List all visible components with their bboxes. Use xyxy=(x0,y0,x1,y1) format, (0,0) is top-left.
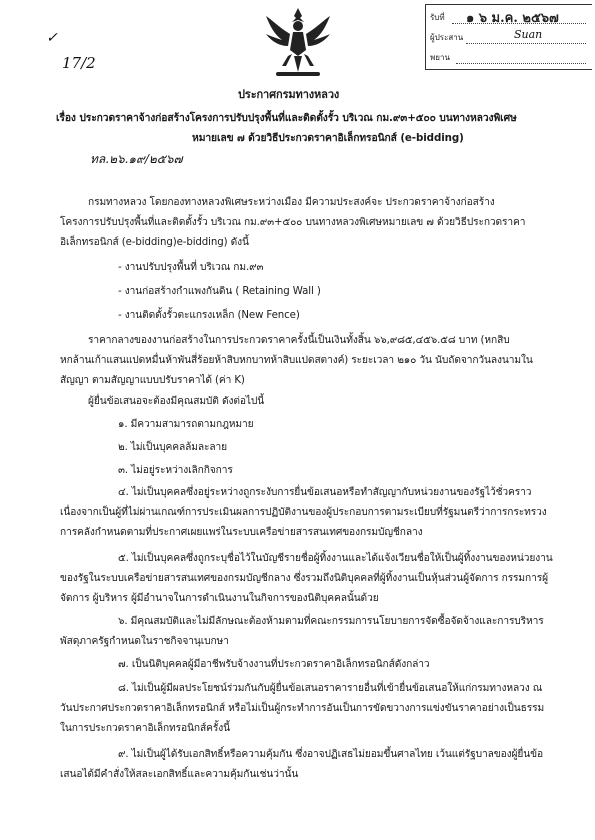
stamp-officer-signature: Suan xyxy=(514,28,543,41)
stamp-received-label: รับที่ xyxy=(430,13,445,22)
stamp-officer-label: ผู้ประสาน xyxy=(430,33,464,42)
agency-title: ประกาศกรมทางหลวง xyxy=(238,88,340,101)
qualification-5-line-2: ของรัฐในระบบเครือข่ายสารสนเทศของกรมบัญชีกลาง ซึ่งรวมถึงนิติบุคคลที่ผู้ทิ้งงานเป็นหุ้นส่วนผู้จัดการ กรรมการผู้ xyxy=(60,573,548,584)
qualification-6-line-1: ๖. มีคุณสมบัติและไม่มีลักษณะต้องห้ามตามที่คณะกรรมการนโยบายการจัดซื้อจัดจ้างและการบริหาร xyxy=(118,616,544,627)
qualification-9-line-1: ๙. ไม่เป็นผู้ได้รับเอกสิทธิ์หรือความคุ้มกัน ซึ่งอาจปฏิเสธไม่ยอมขึ้นศาลไทย เว้นแต่รัฐบาลของผู้ยื่นข้อ xyxy=(118,749,544,760)
paragraph-1-line-3: อิเล็กทรอนิกส์ (e-bidding)e-bidding) ดังนี้ xyxy=(60,237,249,248)
qualification-8-line-3: ในการประกวดราคาอิเล็กทรอนิกส์ครั้งนี้ xyxy=(60,723,230,734)
subject-line-1: เรื่อง ประกวดราคาจ้างก่อสร้างโครงการปรับปรุงพื้นที่และติดตั้งรั้ว บริเวณ กม.๙๓+๕๐๐ บนทางหลวงพิเศษ xyxy=(56,112,517,124)
qualification-3: ๓. ไม่อยู่ระหว่างเลิกกิจการ xyxy=(118,465,233,476)
receiving-stamp xyxy=(425,4,592,70)
qualification-6-line-2: พัสดุภาครัฐกำหนดในราชกิจจานุเบกษา xyxy=(60,636,229,647)
work-item-1: - งานปรับปรุงพื้นที่ บริเวณ กม.๙๓ xyxy=(118,262,264,273)
qualification-2: ๒. ไม่เป็นบุคคลล้มละลาย xyxy=(118,442,227,453)
margin-note: 17/2 xyxy=(62,54,96,72)
qualification-8-line-1: ๘. ไม่เป็นผู้มีผลประโยชน์ร่วมกันกับผู้ยื่นข้อเสนอราคารายอื่นที่เข้ายื่นข้อเสนอให้แก่กรมทางหลวง ณ xyxy=(118,683,543,694)
qualification-5-line-3: จัดการ ผู้บริหาร ผู้มีอำนาจในการดำเนินงานในกิจการของนิติบุคคลนั้นด้วย xyxy=(60,593,379,604)
qualification-9-line-2: เสนอได้มีคำสั่งให้สละเอกสิทธิ์และความคุ้มกันเช่นว่านั้น xyxy=(60,769,299,780)
paragraph-2-line-1: ราคากลางของงานก่อสร้างในการประกวดราคาครั้งนี้เป็นเงินทั้งสิ้น ๖๖,๙๘๕,๔๕๖.๕๘ บาท (หกสิบ xyxy=(88,335,510,346)
margin-check-mark: ✓ xyxy=(46,30,58,46)
work-item-3: - งานติดตั้งรั้วตะแกรงเหล็ก (New Fence) xyxy=(118,310,300,321)
qualification-8-line-2: วันประกาศประกวดราคาอิเล็กทรอนิกส์ หรือไม่เป็นผู้กระทำการอันเป็นการขัดขวางการแข่งขันราคาอย่างเป็นธรรม xyxy=(60,703,545,714)
qualification-5-line-1: ๕. ไม่เป็นบุคคลซึ่งถูกระบุชื่อไว้ในบัญชีรายชื่อผู้ทิ้งงานและได้แจ้งเวียนชื่อให้เป็นผู้ทิ้งงานของหน่วยงาน xyxy=(118,553,553,564)
qualification-7: ๗. เป็นนิติบุคคลผู้มีอาชีพรับจ้างงานที่ประกวดราคาอิเล็กทรอนิกส์ดังกล่าว xyxy=(118,659,430,670)
garuda-emblem xyxy=(264,6,332,80)
stamp-received-date: ๑ ๖ ม.ค. ๒๕๖๗ xyxy=(466,11,559,26)
subject-line-2: หมายเลข ๗ ด้วยวิธีประกวดราคาอิเล็กทรอนิกส์ (e-bidding) xyxy=(192,132,464,144)
paragraph-2-line-3: สัญญา ตามสัญญาแบบปรับราคาได้ (ค่า K) xyxy=(60,375,245,386)
qualification-4-line-1: ๔. ไม่เป็นบุคคลซึ่งอยู่ระหว่างถูกระงับการยื่นข้อเสนอหรือทำสัญญากับหน่วยงานของรัฐไว้ชั่วคราว xyxy=(118,487,532,498)
qualification-4-line-2: เนื่องจากเป็นผู้ที่ไม่ผ่านเกณฑ์การประเมินผลการปฏิบัติงานของผู้ประกอบการตามระเบียบที่รัฐมนตรีว่าการกระทรวง xyxy=(60,507,547,518)
paragraph-1-line-1: กรมทางหลวง โดยกองทางหลวงพิเศษระหว่างเมือง มีความประสงค์จะ ประกวดราคาจ้างก่อสร้าง xyxy=(88,197,495,208)
stamp-witness-label: พยาน xyxy=(430,53,450,62)
qualification-4-line-3: การคลังกำหนดตามที่ประกาศเผยแพร่ในระบบเครือข่ายสารสนเทศของกรมบัญชีกลาง xyxy=(60,527,423,538)
work-item-2: - งานก่อสร้างกำแพงกันดิน ( Retaining Wall ) xyxy=(118,286,321,297)
qualification-1: ๑. มีความสามารถตามกฎหมาย xyxy=(118,419,254,430)
paragraph-2-line-2: หกล้านเก้าแสนแปดหมื่นห้าพันสี่ร้อยห้าสิบหกบาทห้าสิบแปดสตางค์) ระยะเวลา ๒๑๐ วัน นับถัดจากวันลงนามใน xyxy=(60,355,533,366)
paragraph-1-line-2: โครงการปรับปรุงพื้นที่และติดตั้งรั้ว บริเวณ กม.๙๓+๕๐๐ บนทางหลวงพิเศษหมายเลข ๗ ด้วยวิธีประกวดราคา xyxy=(60,217,526,228)
qualifications-heading: ผู้ยื่นข้อเสนอจะต้องมีคุณสมบัติ ดังต่อไปนี้ xyxy=(88,396,265,407)
handwritten-doc-number: ทล.๒๖.๑๙/๒๕๖๗ xyxy=(90,152,183,166)
